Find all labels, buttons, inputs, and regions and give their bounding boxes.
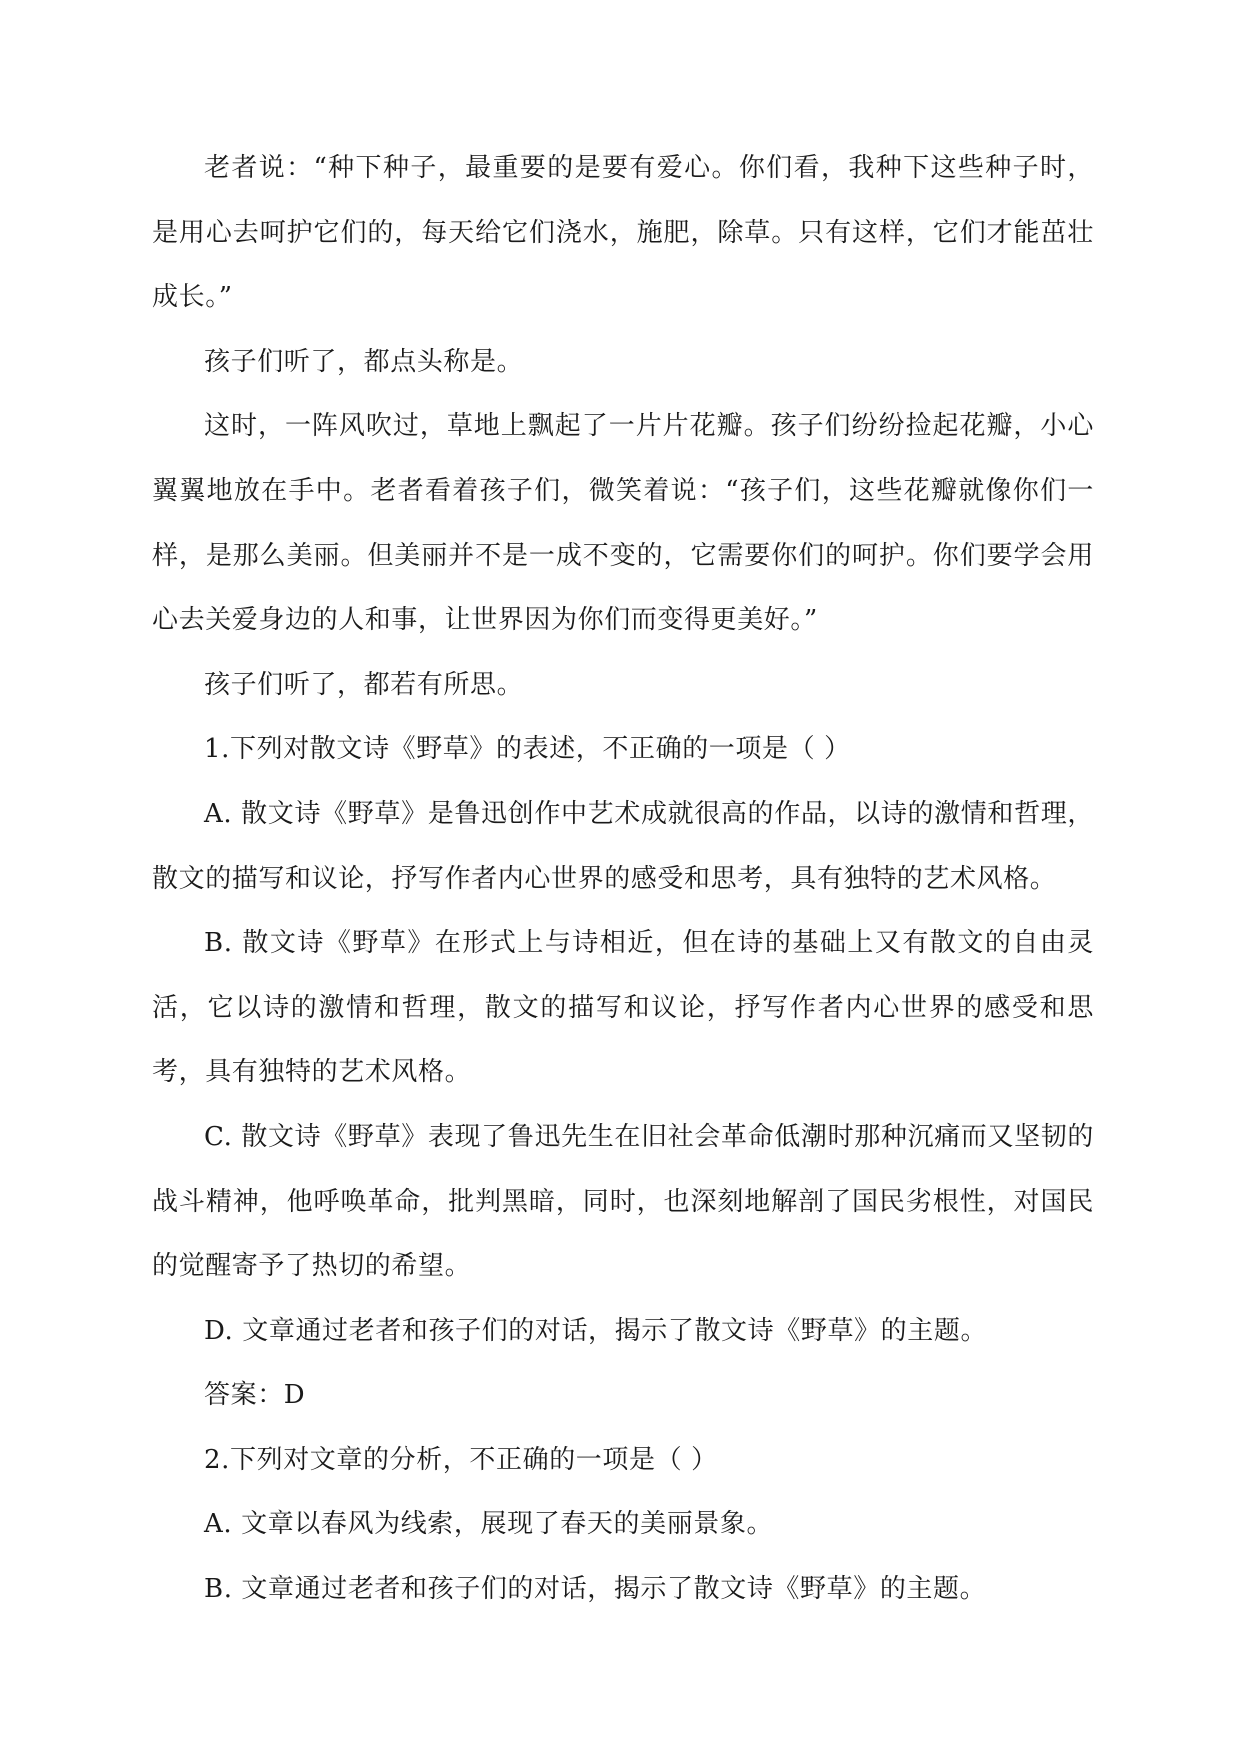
question-1-option-d: D. 文章通过老者和孩子们的对话，揭示了散文诗《野草》的主题。 (204, 1315, 988, 1346)
document-page (152, 136, 1094, 1622)
question-2-option-b: B. 文章通过老者和孩子们的对话，揭示了散文诗《野草》的主题。 (204, 1574, 987, 1605)
question-1-option-c: C. 散文诗《野草》表现了鲁迅先生在旧社会革命低潮时那种沉痛而又坚韧的战斗精神，他呼唤革命，批判黑暗，同时，也深刻地解剖了国民劣根性，对国民的觉醒寄予了热切的希望。 (152, 1121, 1094, 1282)
paragraph-elder-speech: 老者说：“种下种子，最重要的是要有爱心。你们看，我种下这些种子时，是用心去呵护它们的，每天给它们浇水，施肥，除草。只有这样，它们才能茁壮成长。” (152, 153, 1094, 313)
question-2-option-a: A. 文章以春风为线索，展现了春天的美丽景象。 (204, 1509, 774, 1540)
paragraph-petals: 这时，一阵风吹过，草地上飘起了一片片花瓣。孩子们纷纷捡起花瓣，小心翼翼地放在手中。老者看着孩子们，微笑着说：“孩子们，这些花瓣就像你们一样，是那么美丽。但美丽并不是一成不变的，它需要你们的呵护。你们要学会用心去关爱身边的人和事，让世界因为你们而变得更美好。” (152, 411, 1094, 636)
question-1-answer: 答案：D (204, 1380, 306, 1411)
question-1-option-b: B. 散文诗《野草》在形式上与诗相近，但在诗的基础上又有散文的自由灵活，它以诗的激情和哲理，散文的描写和议论，抒写作者内心世界的感受和思考，具有独特的艺术风格。 (152, 928, 1094, 1088)
question-2-stem: 2.下列对文章的分析，不正确的一项是（ ） (204, 1444, 718, 1475)
question-1-option-a: A. 散文诗《野草》是鲁迅创作中艺术成就很高的作品，以诗的激情和哲理，散文的描写和议论，抒写作者内心世界的感受和思考，具有独特的艺术风格。 (152, 798, 1094, 894)
paragraph-children-nod: 孩子们听了，都点头称是。 (204, 346, 524, 377)
paragraph-children-think: 孩子们听了，都若有所思。 (204, 669, 524, 700)
question-1-stem: 1.下列对散文诗《野草》的表述，不正确的一项是（ ） (204, 734, 851, 765)
